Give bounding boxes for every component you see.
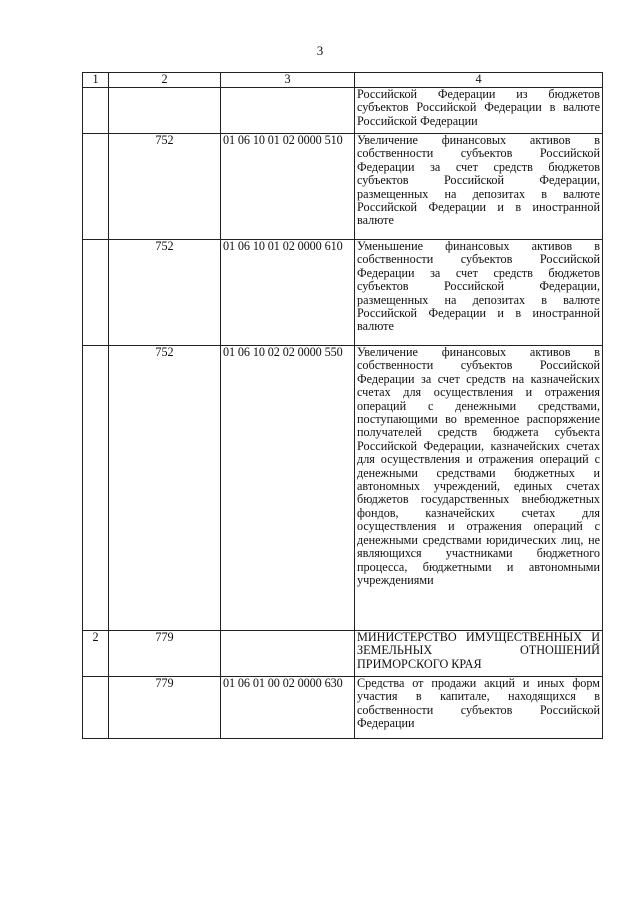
classification-code-cell [221, 631, 355, 677]
page-number: 3 [316, 43, 324, 58]
description-cell: Средства от продажи акций и иных форм участия в капитале, находящихся в собственности субъектов Российской Федерации [355, 677, 603, 739]
admin-code-cell: 752 [109, 346, 221, 631]
description-cell: Увеличение финансовых активов в собственности субъектов Российской Федерации за счет средств бюджетов субъектов Российской Федерации, размещенных на депозитах в валюте Российской Федерации и в иностранной валюте [355, 134, 603, 240]
classification-code-cell [221, 88, 355, 134]
admin-code-cell: 779 [109, 631, 221, 677]
admin-code-cell: 779 [109, 677, 221, 739]
classification-code-cell: 01 06 01 00 02 0000 630 [221, 677, 355, 739]
row-number-cell [83, 240, 109, 346]
row-number-cell [83, 134, 109, 240]
row-number-cell [83, 677, 109, 739]
column-header: 4 [355, 73, 603, 88]
column-header: 2 [109, 73, 221, 88]
row-number-cell: 2 [83, 631, 109, 677]
description-cell: Российской Федерации из бюджетов субъектов Российской Федерации в валюте Российской Федерации [355, 88, 603, 134]
table-row [83, 346, 603, 631]
classification-code-cell: 01 06 10 01 02 0000 610 [221, 240, 355, 346]
column-header: 3 [221, 73, 355, 88]
table-row [83, 677, 603, 739]
table-row [83, 134, 603, 240]
budget-sources-table [82, 72, 603, 739]
admin-code-cell: 752 [109, 134, 221, 240]
classification-code-cell: 01 06 10 02 02 0000 550 [221, 346, 355, 631]
description-cell: МИНИСТЕРСТВО ИМУЩЕСТВЕННЫХ И ЗЕМЕЛЬНЫХ ОТНОШЕНИЙ ПРИМОРСКОГО КРАЯ [355, 631, 603, 677]
description-cell: Увеличение финансовых активов в собственности субъектов Российской Федерации за счет средств на казначейских счетах для осуществления и отражения операций с денежными средствами, поступающими во временное распоряжение получателей средств бюджета субъекта Российской Федерации, казначейских счетах для осуществления и отражения операций с денежными средствами бюджетных и автономных учреждений, единых счетах бюджетов государственных внебюджетных фондов, казначейских счетах для осуществления и отражения операций с денежными средствами юридических лиц, не являющихся участниками бюджетного процесса, бюджетными и автономными учреждениями [355, 346, 603, 631]
admin-code-cell [109, 88, 221, 134]
description-cell: Уменьшение финансовых активов в собственности субъектов Российской Федерации за счет средств бюджетов субъектов Российской Федерации, размещенных на депозитах в валюте Российской Федерации и в иностранной валюте [355, 240, 603, 346]
row-number-cell [83, 346, 109, 631]
header-row [83, 73, 603, 88]
table-row [83, 240, 603, 346]
classification-code-cell: 01 06 10 01 02 0000 510 [221, 134, 355, 240]
row-number-cell [83, 88, 109, 134]
table-row [83, 88, 603, 134]
admin-code-cell: 752 [109, 240, 221, 346]
column-header: 1 [83, 73, 109, 88]
table-row [83, 631, 603, 677]
